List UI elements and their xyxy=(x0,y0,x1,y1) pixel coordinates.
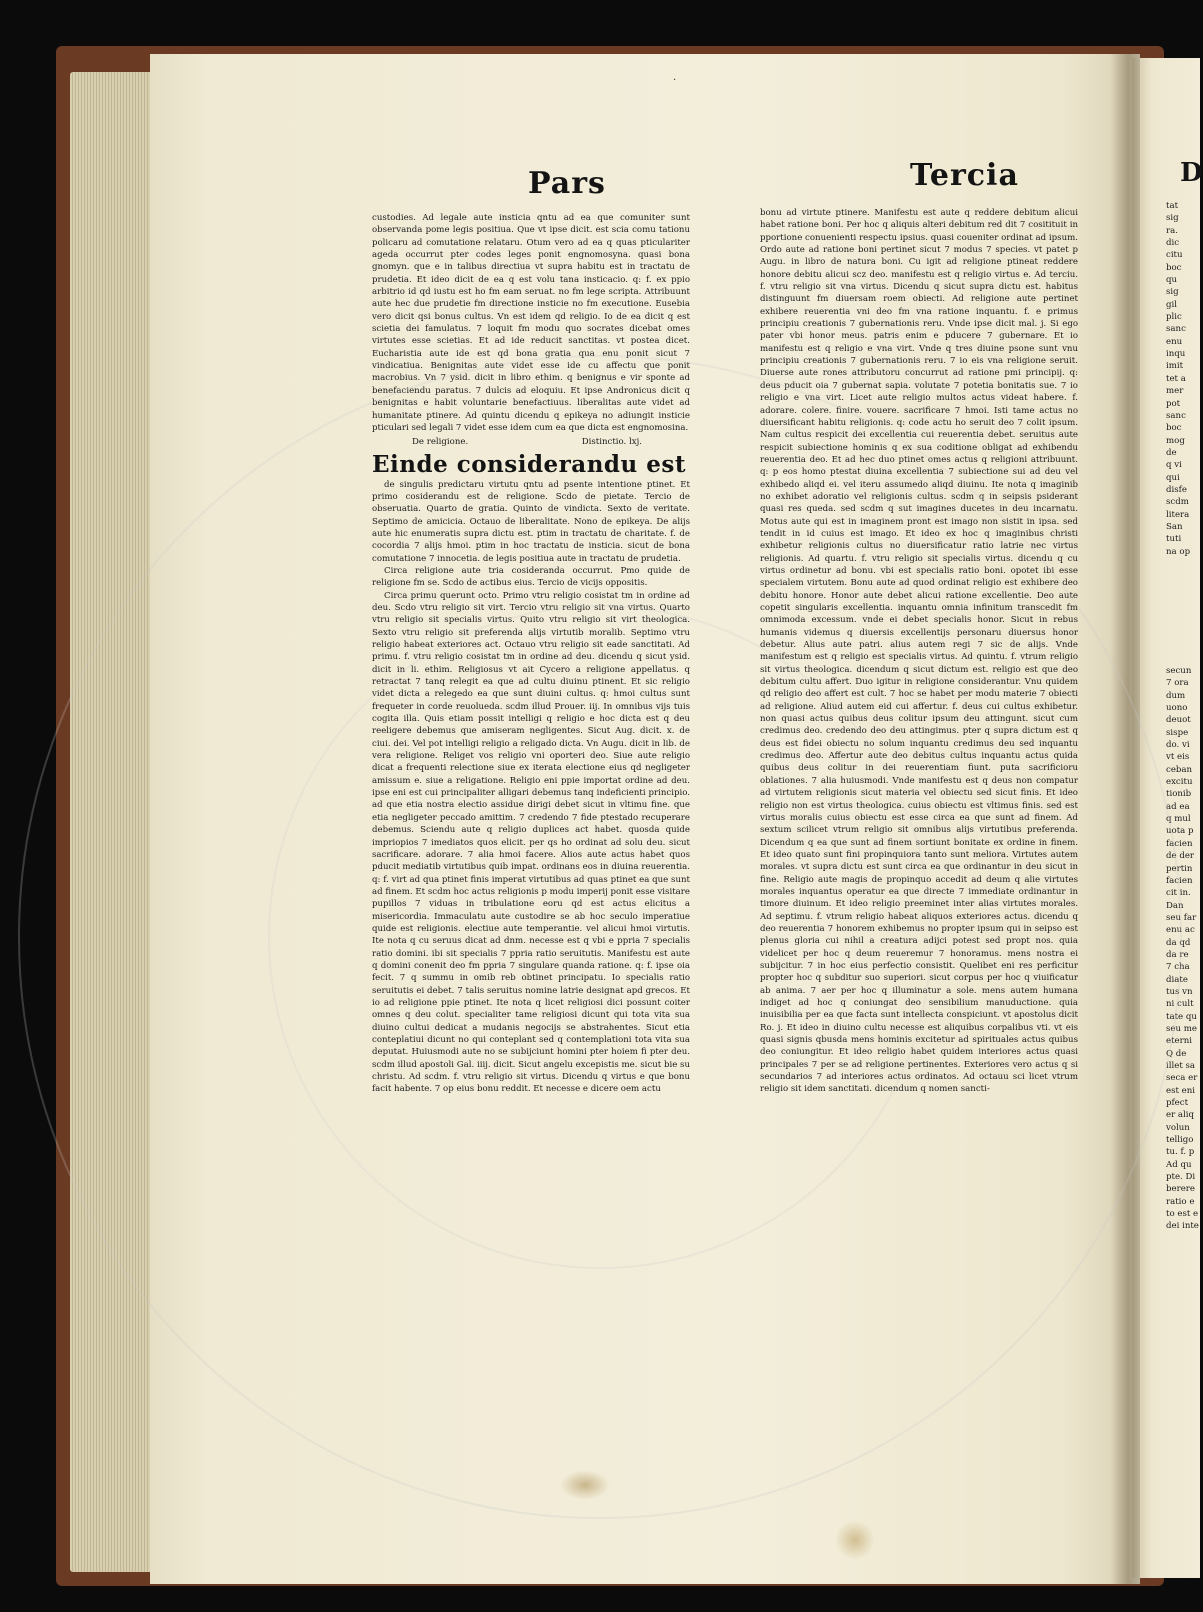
adjacent-page-line: inqu xyxy=(1166,349,1186,360)
adjacent-page-line: pot xyxy=(1166,398,1181,409)
adjacent-page-line: tat xyxy=(1166,201,1179,211)
adjacent-page-line: secun xyxy=(1166,666,1192,676)
adjacent-page-line: seu me xyxy=(1166,1023,1197,1034)
adjacent-page-line: qui xyxy=(1166,472,1180,483)
page-stain xyxy=(835,1520,875,1560)
adjacent-page-line: vt eis xyxy=(1166,752,1190,763)
adjacent-page-line: excitu xyxy=(1166,777,1193,788)
adjacent-page-text-top xyxy=(1166,200,1200,610)
adjacent-page-line: dum xyxy=(1166,690,1186,701)
adjacent-page-line: tus vn xyxy=(1166,986,1193,997)
adjacent-page-line: telligo xyxy=(1166,1135,1194,1146)
adjacent-page-line: ratio e xyxy=(1166,1196,1195,1207)
adjacent-page-line: do. vi xyxy=(1166,740,1190,751)
adjacent-page-line: na op xyxy=(1166,546,1191,557)
adjacent-page-line: boc xyxy=(1166,262,1182,273)
adjacent-page-line: citu xyxy=(1166,250,1183,261)
adjacent-page-line: uota p xyxy=(1166,826,1194,837)
body-paragraph: Circa religione aute tria cosideranda occurrut. Pmo quide de religione fm se. Scdo de actibus eius. Tercio de vicijs oppositis. xyxy=(372,565,690,589)
adjacent-page-line: eterni xyxy=(1166,1036,1193,1047)
adjacent-page-line: de xyxy=(1166,447,1177,458)
adjacent-page-line: de der xyxy=(1166,851,1195,862)
running-head-left: Pars xyxy=(528,166,606,201)
adjacent-page-line: seu far xyxy=(1166,912,1197,923)
adjacent-page-line: dic xyxy=(1166,238,1180,249)
adjacent-page-line: qu xyxy=(1166,275,1178,286)
adjacent-page-line: ra. xyxy=(1166,225,1178,236)
running-head-right: Tercia xyxy=(910,158,1019,193)
running-head-adjacent: D xyxy=(1180,158,1203,188)
adjacent-page-line: Dan xyxy=(1166,900,1184,911)
opening-paragraph: custodies. Ad legale aute insticia qntu ad ea que comuniter sunt observanda pome legis positiua. Que vt ipse dicit. est scia comu tationu policaru ad comutatione relataru. Otum vero ad ea q quas pticulariter ageda occurrut pter codes leges ponit engnomosyna. quasi bona gnomyn. que e in talibus directiua vt supra habitu est in tractatu de prudetia. Et ideo dicit de ea q est volu tana insticacio. q: f. ex ppio arbitrio id qd iustu est ho fm eam seruat. no fm lege scripta. Attribuunt aute hec due prudetie fm directione insticie no fm executione. Eusebia vero dicit qsi bonus cultus. Vn est idem qd religio. Io de ea dicit q est scietia dei famulatus. 7 loquit fm modu quo socrates dicebat omes virtutes esse scietias. Et ad ide reducit sanctitas. vt postea dicet. Eucharistia aute ide est qd bona gratia qua enu ponit sicut 7 vindicatiua. Benignitas aute videt esse ide cu affectu que ponit macrobius. Vn 7 ysid. dicit in libro ethim. q benignus e vir sponte ad benefaciendu paratus. 7 dulcis ad eloquiu. Et ipse Andronicus dicit q benignitas e habit voluntarie benefactiuus. liberalitas aute videt ad humanitate ptinere. Ad quintu dicendu q epikeya no adiungit insticie pticulari sed legali 7 videt esse idem cum ea que dicta est engnomosina. xyxy=(372,213,690,433)
adjacent-page-line: cit in. xyxy=(1166,888,1191,899)
adjacent-page-line: tu. f. p xyxy=(1166,1147,1195,1158)
adjacent-page-line: enu xyxy=(1166,336,1183,347)
adjacent-page-line: tet a xyxy=(1166,373,1186,384)
adjacent-page-line: pertin xyxy=(1166,863,1193,874)
adjacent-page-line: gil xyxy=(1166,299,1177,310)
adjacent-page-line: sig xyxy=(1166,287,1179,298)
adjacent-page-line: San xyxy=(1166,521,1183,532)
section-heading: Einde considerandu est xyxy=(372,450,686,478)
adjacent-page-line: tate qu xyxy=(1166,1011,1197,1022)
adjacent-page-line: pte. Di xyxy=(1166,1172,1196,1183)
adjacent-page-line: facien xyxy=(1166,875,1193,886)
adjacent-page-line: dei inte xyxy=(1166,1221,1199,1232)
adjacent-page-line: volun xyxy=(1166,1122,1190,1133)
adjacent-page-line: diate xyxy=(1166,974,1188,985)
adjacent-page-line: da re xyxy=(1166,949,1189,960)
page-stain xyxy=(560,1470,610,1500)
left-text-column xyxy=(372,212,690,1096)
section-caption-row xyxy=(372,436,690,448)
adjacent-page-line: Ad qu xyxy=(1166,1159,1192,1170)
adjacent-page-line: 7 cha xyxy=(1166,962,1190,973)
adjacent-page-line: tionib xyxy=(1166,789,1192,800)
adjacent-page-line: disfe xyxy=(1166,484,1187,495)
adjacent-page-line: 7 ora xyxy=(1166,678,1189,689)
adjacent-page-line: mog xyxy=(1166,435,1185,446)
right-text-column xyxy=(760,207,1078,1096)
book-gutter xyxy=(1110,54,1140,1584)
adjacent-page-line: facien xyxy=(1166,838,1193,849)
adjacent-page-line: ni cult xyxy=(1166,999,1194,1010)
adjacent-page-line: litera xyxy=(1166,509,1190,520)
adjacent-page-line: pfect xyxy=(1166,1098,1189,1109)
adjacent-page-line: ad ea xyxy=(1166,801,1190,812)
adjacent-page-line: imit xyxy=(1166,361,1184,372)
adjacent-page-line: ceban xyxy=(1166,764,1193,775)
body-paragraph: bonu ad virtute ptinere. Manifestu est aute q reddere debitum alicui habet ratione boni. Per hoc q aliquis alteri debitum red dit 7 cositituit in pportione conuenienti respectu ipsius. quasi coueniter ordinat ad ipsum. Ordo aute ad ratione boni pertinet sicut 7 modus 7 species. vt patet p Augu. in libro de natura boni. Cu igit ad religione ptineat reddere honore debitu alicui scz deo. manifestu est q religio virtus e. Ad terciu. f. vtru religio sit vna virtus. Dicendu q sicut supra dictu est. habitus distinguunt fm diuersam roem obiecti. Ad religione aute pertinet exhibere reuerentia vni deo fm vna ratione inquantu. f. e primus principiu creationis 7 gubernationis reru. Vnde ipse dicit mal. j. Si ego pater vbi honor meus. patris enim e pducere 7 gubernare. Et io manifestu est q religio e vna virt. Vnde q tres diuine psone sunt vnu principiu creationis 7 gubernationis reru. 7 io eis vna religione seruit. Diuerse aute rones attributoru concurrut ad ratione pmi principij. q: deus pducit oia 7 gubernat sapia. volutate 7 potetia bonitatis sue. 7 io religio e vna virt. Licet aute religio multos actus videat habere. f. adorare. colere. finire. vouere. sacrificare 7 hmoi. Isti tame actus no diuersificant habitu religionis. q: code actu ho seruit deo 7 colit ipsum. Nam cultus respicit dei excellentia cui reuerentia debet. seruitus aute respicit subiectione hominis q ex sua coditione obligat ad exhibendu reuerentia deo. Et ad hec duo ptinet omes actus q religioni attribuunt. q: p eos homo ptestat diuina excellentia 7 subiectione sui ad deu vel exhibedo aliqd ei. vel iteru assumedo aliqd diuinu. Ite nota q imaginib no exhibet adoratio vel religionis cultus. scdm q in seipsis psiderant quasi res queda. sed scdm q sut imagines ducetes in deu incarnatu. Motus aute qui est in imaginem pront est imago non sistit in ipsa. sed tendit in id cuius est imago. Et ideo ex hoc q imaginibus christi exhibetur religionis cultus no diuersificatur ratio latrie nec virtus religionis. Ad quartu. f. vtru religio sit specialis virtus. dicendu q cu virtus ordinetur ad bonu. vbi est specialis ratio boni. opotet ibi esse specialem virtutem. Bonu aute ad quod ordinat religio est exhibere deo debitu honore. Honor aute debet alicui ratione excellentie. Deo aute copetit singularis excellentia. inquantu omnia infinitum transcedit fm omnimoda excessum. vnde ei debet specialis honor. Sicut in rebus humanis videmus q diuersis excellentijs personaru diuersus honor debetur. Alius aute patri. alius autem regi 7 sic de alijs. Vnde manifestum est q religio est specialis virtus. Ad quintu. f. vtrum religio sit virtus theologica. dicendum q sicut dictum est. religio est que deo debitum cultu affert. Duo igitur in religione considerantur. Vnu quidem qd religio deo affert est cult. 7 hoc se habet per modu materie 7 obiecti ad religione. Aliud autem eid cui affertur. f. deus cui cultus exhibetur. non quasi actus quibus deus colitur ipsum deu attingunt. sicut cum credimus deo. credendo deo deu attingimus. pter q supra dictum est q deus est fidei obiectu no solum inquantu credimus deu sed inquantu credimus deo. Affertur aute deo debitus cultus inquantu actus quida quibus deus colitur in dei reuerentiam fiunt. puta sacrificioru oblationes. 7 alia huiusmodi. Vnde manifestu est q deus non compatur ad virtutem religionis sicut materia vel obiectu sed sicut finis. Et ideo religio non est virtus theologica. cuius obiectu est vltimus finis. sed est virtus moralis cuius obiectu est esse circa ea que sunt ad finem. Ad sextum scilicet vtrum religio sit omnibus alijs virtutibus preferenda. Dicendum q ea que sunt ad finem sortiunt bonitate ex ordine in finem. Et ideo quato sunt fini propinquiora tanto sunt meliora. Virtutes autem morales. vt supra dictu est sunt circa ea que ordinantur in deu sicut in fine. Religio aute magis de propinquo accedit ad deum q alie virtutes morales inquantus operatur ea que directe 7 immediate ordinantur in timore diuinum. Et ideo religio preeminet inter alias virtutes morales. Ad septimu. f. vtrum religio habeat aliquos exteriores actus. dicendu q deo reuerentia 7 honorem exhibemus no propter ipsum qui in seipso est plenus gloria cui nihil a creatura adijci potest sed propt nos. quia videlicet per hoc q deum reueremur 7 honoramus. mens nostra ei subijcitur. 7 in hoc eius perfectio consistit. Quelibet eni res perficitur propter hoc q subditur suo superiori. sicut corpus per hoc q viuificatur ab anima. 7 aer per hoc q illuminatur a sole. mens autem humana indiget ad hoc q coniungat deo sensibilium manuductione. quia inuisibilia per ea que facta sunt intellecta conspiciunt. vt apostolus dicit Ro. j. Et ideo in diuino cultu necesse est aliquibus corpalibus vti. vt eis quasi signis qbusda mens hominis excitetur ad spirituales actus quibus deo coniungitur. Et ideo religio habet quidem interiores actus quasi principales 7 per se ad religione pertinentes. Exteriores vero actus q si secundarios 7 ad interiores actus ordinatos. Ad octauu sci licet vtrum religio sit idem sanctitati. dicendum q nomen sancti- xyxy=(760,208,1078,1095)
adjacent-page-line: scdm xyxy=(1166,497,1189,508)
adjacent-page-line: uono xyxy=(1166,703,1188,714)
adjacent-page-line: berere xyxy=(1166,1184,1195,1195)
adjacent-page-line: enu ac xyxy=(1166,925,1195,936)
adjacent-page-line: sanc xyxy=(1166,324,1186,335)
distinctio-label: Distinctio. lxj. xyxy=(581,437,642,448)
adjacent-page-line: sispe xyxy=(1166,727,1189,738)
adjacent-page-line: illet sa xyxy=(1166,1061,1196,1071)
adjacent-page-line: sig xyxy=(1166,213,1179,224)
adjacent-page-line: q mul xyxy=(1166,814,1191,825)
body-paragraph: de singulis predictaru virtutu qntu ad psente intentione ptinet. Et primo cosiderandu est de religione. Scdo de pietate. Tercio de obseruatia. Quarto de gratia. Quinto de vindicta. Sexto de veritate. Septimo de amicicia. Octauo de liberalitate. Nono de epikeya. De alijs aute hic enumeratis supra dictu est. ptim in tractatu de charitate. f. de cocordia 7 alijs hmoi. ptim in hoc tractatu de insticia. sicut de bona comutatione 7 innocetia. de legis positiua aute in tractatu de prudetia. xyxy=(372,479,690,564)
adjacent-page-line: est eni xyxy=(1166,1085,1196,1096)
adjacent-page-line: er aliq xyxy=(1166,1110,1195,1121)
adjacent-page-line: boc xyxy=(1166,423,1182,434)
adjacent-page-line: da qd xyxy=(1166,937,1191,948)
printer-mark: · xyxy=(673,75,677,86)
adjacent-page-line: q vi xyxy=(1166,460,1182,471)
adjacent-page-line: to est e xyxy=(1166,1209,1199,1220)
adjacent-page-line: tuti xyxy=(1166,534,1182,545)
adjacent-page-line: mer xyxy=(1166,386,1184,397)
adjacent-page-line: seca er xyxy=(1166,1073,1198,1084)
adjacent-page-line: Q de xyxy=(1166,1048,1187,1059)
adjacent-page-line: sanc xyxy=(1166,410,1186,421)
adjacent-page-line: plic xyxy=(1166,312,1182,323)
adjacent-page-text-bottom xyxy=(1166,665,1200,1285)
section-label: De religione. xyxy=(412,437,469,448)
adjacent-page-line: deuot xyxy=(1166,715,1191,726)
body-paragraph: Circa primu querunt octo. Primo vtru religio cosistat tm in ordine ad deu. Scdo vtru religio sit virt. Tercio vtru religio sit vna virtus. Quarto vtru religio sit specialis virtus. Quito vtru religio sit virt theologica. Sexto vtru religio sit preferenda alijs virtutib moralib. Septimo vtru religio habeat exteriores act. Octauo vtru religio sit eade sanctitati. Ad primu. f. vtru religio cosistat tm in ordine ad deu. dicendu q sicut ysid. dicit in li. ethim. Religiosus vt ait Cycero a religione appellatus. q retractat 7 tanq relegit ea que ad cultu diuinu ptinent. Et sic religio videt dicta a relegedo ea que sunt diuini cultus. q: hmoi cultus sunt frequeter in corde reuolueda. scdm illud Prouer. iij. In omnibus vijs tuis cogita illa. Quis etiam possit intelligi q religio e hoc dicta est q deu reeligere debemus que amiseram negligentes. Sicut Aug. dicit. x. de ciui. dei. Vel pot intelligi religio a religado dicta. Vn Augu. dicit in lib. de vera religione. Religet vos religio vni oporteri deo. Siue aute religio dicat a frequenti relectione siue ex iterata electione eius qd negligeter amissum e. siue a religatione. Religio eni ppie importat ordine ad deu. ipse eni est cui principaliter alligari debemus tanq indeficienti principio. ad que etia nostra electio assidue dirigi debet sicut in vltimu fine. que etia negligeter peccado amittim. 7 credendo 7 fide ptestado recuperare debemus. Sciendu aute q religio duplices act habet. quosda quide impriopios 7 imediatos quos elicit. per qs ho ordinat ad solu deu. sicut sacrificare. adorare. 7 alia hmoi facere. Alios aute actus habet quos pducit mediatib virtutibus quib impat. ordinans eos in diuina reuerentia. q: f. virt ad qua ptinet finis imperat virtutibus ad quas ptinet ea que sunt ad finem. Et scdm hoc actus religionis p modu imperij ponit esse visitare pupillos 7 viduas in tribulatione eoru qd est actus elicitus a misericordia. Immaculatu aute custodire se ab hoc seculo imperatiue quide est religionis. electiue aute temperantie. vel alicui hmoi virtutis. Ite nota q cu seruus dicat ad dnm. necesse est q vbi e ppria 7 specialis ratio domini. ibi sit specialis 7 ppria ratio seruitutis. Manifestu est aute q domini conenit deo fm ppria 7 singulare quanda ratione. q: f. ipse oia fecit. 7 q summu in omib reb obtinet principatu. Io specialis ratio seruitutis ei debet. 7 talis seruitus nomine latrie designat apd grecos. Et io ad religione ppie ptinet. Ite nota q licet religiosi dici possunt coiter omnes q deu colut. specialiter tame religiosi dicunt qui tota vita sua diuino cultui dedicat a mudanis negocijs se abstrahentes. Sicut etia conteplatiui dicunt no qui conteplant sed q contemplationi tota vita sua deputat. Huiusmodi aute no se subijciunt homini pter hoiem fi pter deu. scdm illud apostoli Gal. iiij. dicit. Sicut angelu excepistis me. sicut bie su christu. Ad scdm. f. vtru religio sit virtus. Dicendu q virtus e que bonu facit habente. 7 op eius bonu reddit. Et necesse e dicere oem actu xyxy=(372,590,690,1095)
